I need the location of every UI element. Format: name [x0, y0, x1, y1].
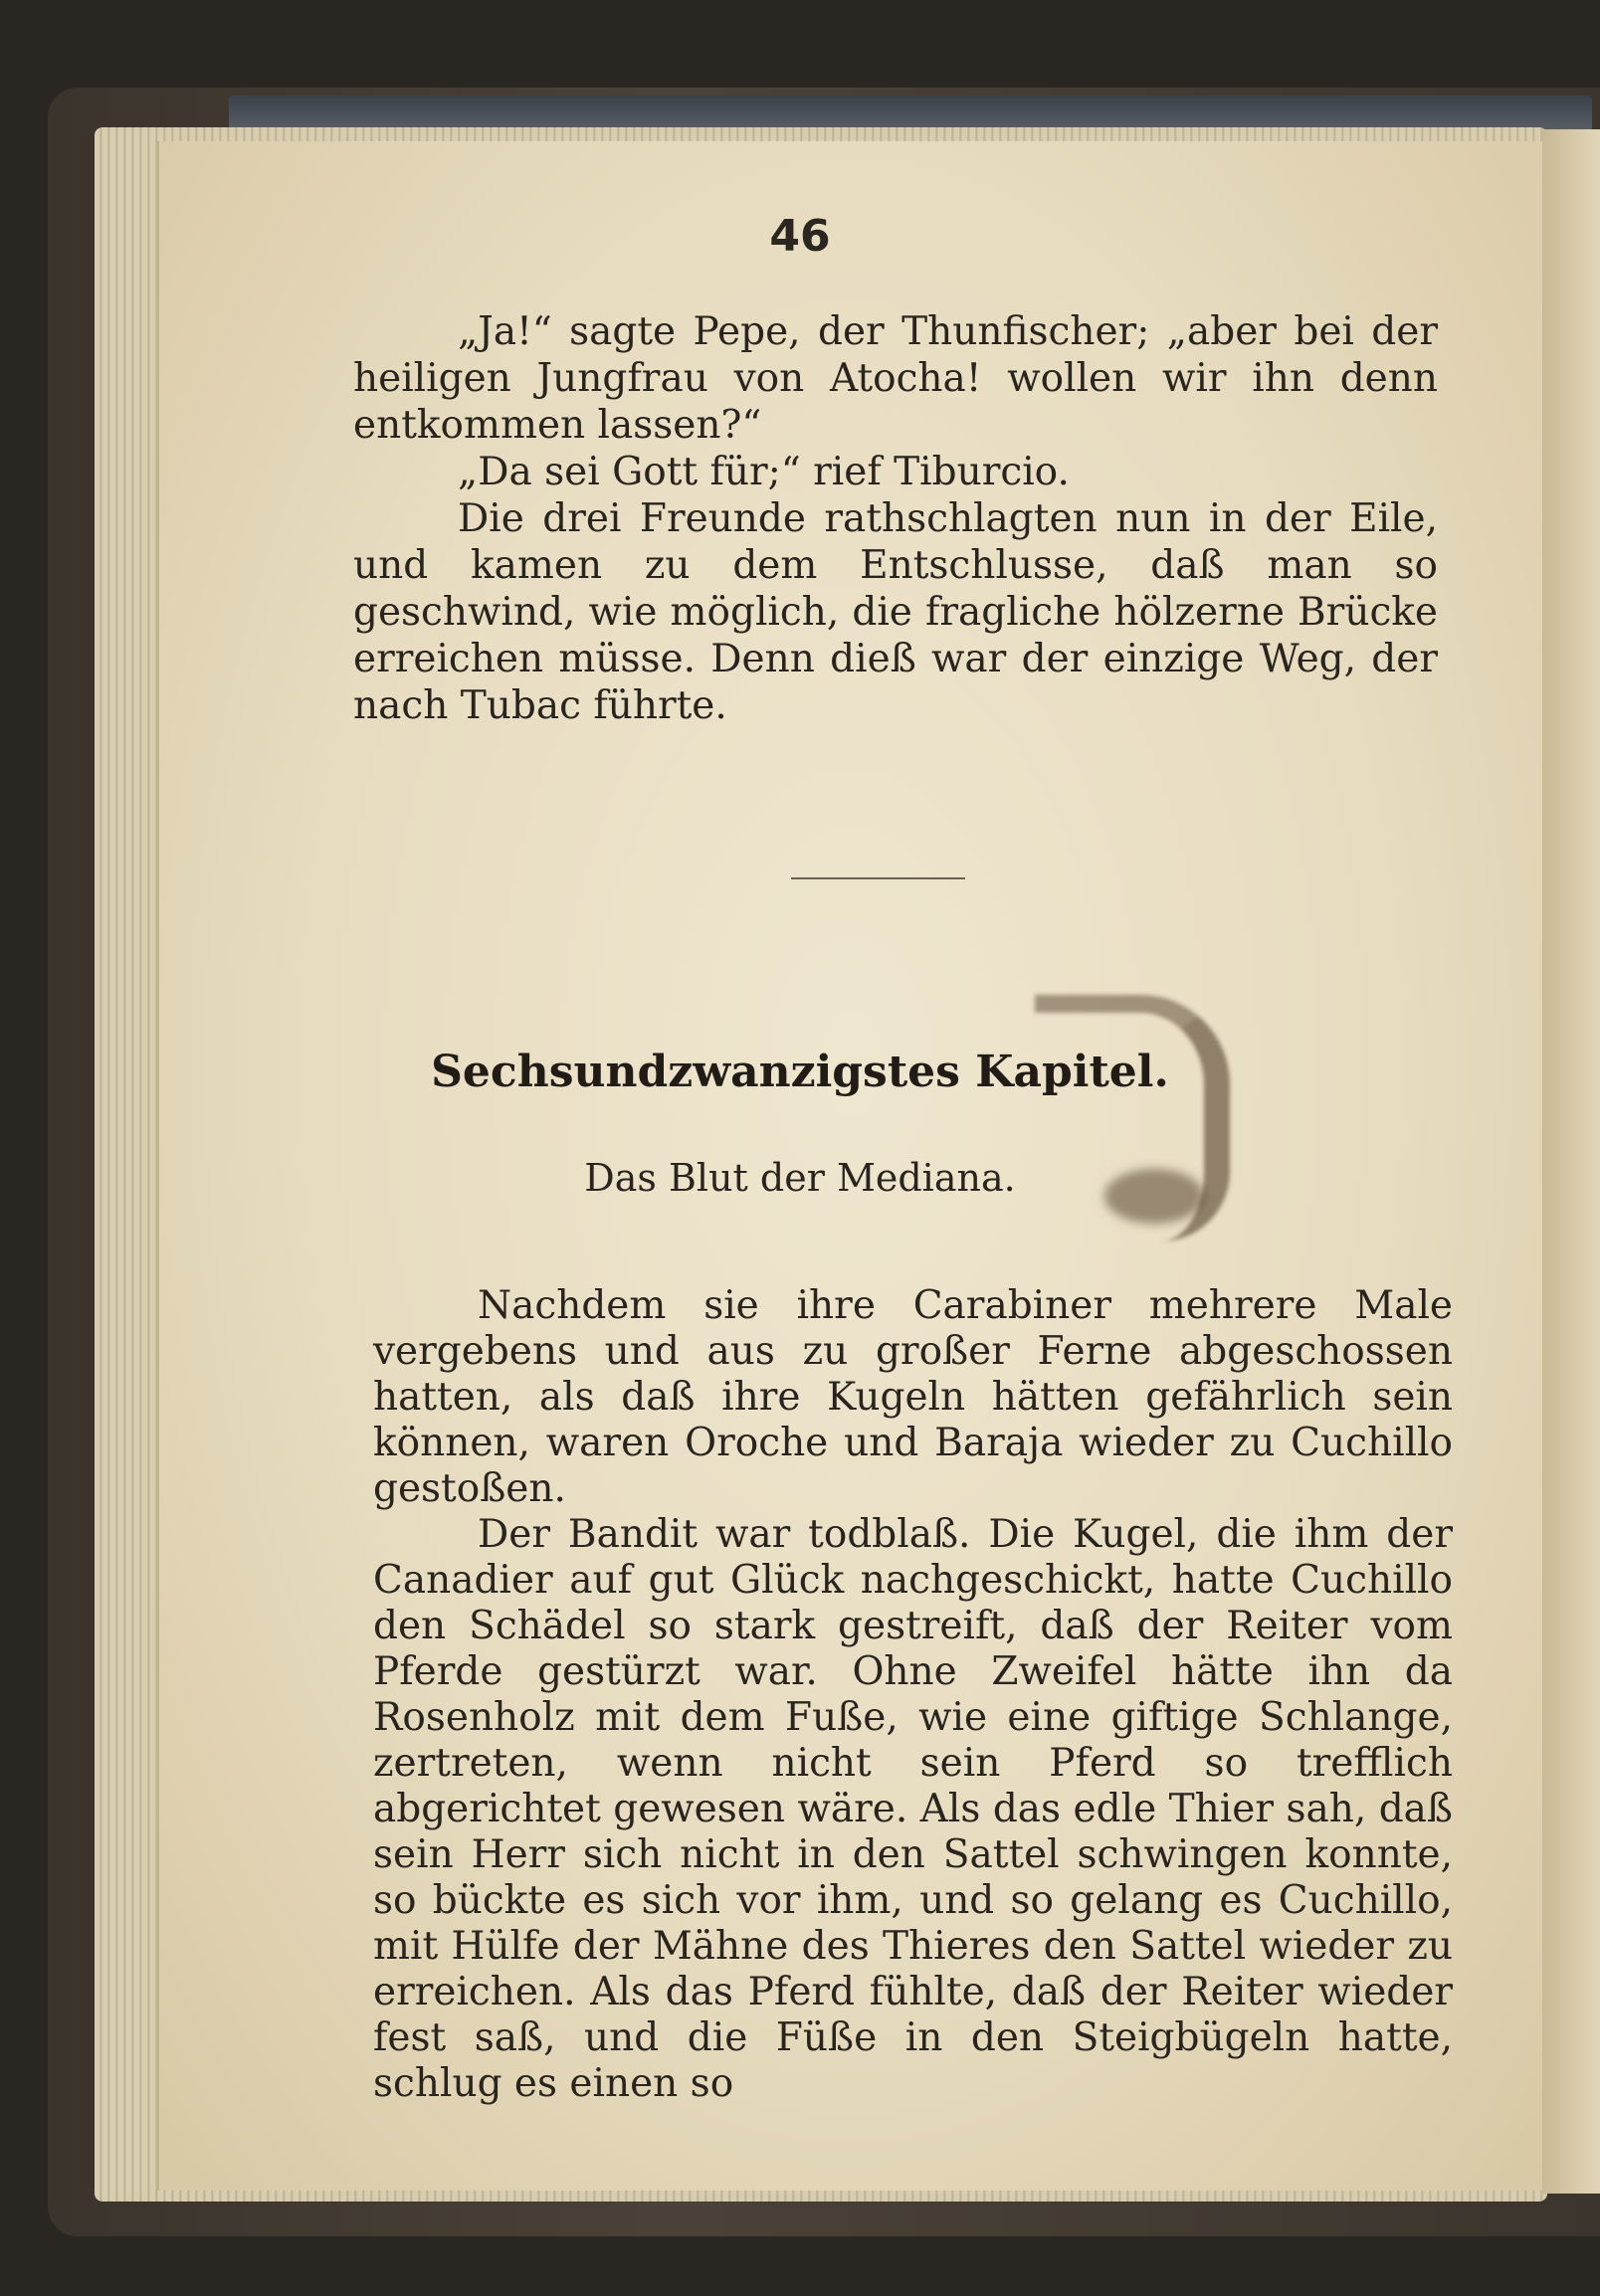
- top-text-block: [353, 308, 1438, 729]
- section-divider: [791, 877, 965, 879]
- page-number: 46: [769, 211, 831, 262]
- bottom-text-block: [373, 1283, 1453, 2107]
- book-spine-top: [229, 96, 1592, 131]
- paragraph: „Ja!“ sagte Pepe, der Thunfischer; „aber bei der heiligen Jungfrau von Atocha! wollen wir ihn denn entkommen lassen?“: [353, 309, 1438, 448]
- paragraph: Nachdem sie ihre Carabiner mehrere Male vergebens und aus zu großer Ferne abgeschossen hatten, als daß ihre Kugeln hätten gefährlich sein können, waren Oroche und Baraja wieder zu Cuchillo gestoßen.: [373, 1283, 1453, 1511]
- chapter-title: Sechsundzwanzigstes Kapitel.: [431, 1047, 1169, 1097]
- chapter-subtitle: Das Blut der Mediana.: [584, 1156, 1016, 1200]
- paragraph: Die drei Freunde rathschlagten nun in der Eile, und kamen zu dem Entschlusse, daß man so geschwind, wie möglich, die fragliche hölzerne Brücke erreichen müsse. Denn dieß war der einzige Weg, der nach Tubac führte.: [353, 496, 1438, 728]
- paragraph: Der Bandit war todblaß. Die Kugel, die ihm der Canadier auf gut Glück nachgeschickt, hatte Cuchillo den Schädel so stark gestreift, daß der Reiter vom Pferde gestürzt war. Ohne Zweifel hätte ihn da Rosenholz mit dem Fuße, wie eine giftige Schlange, zertreten, wenn nicht sein Pferd so trefflich abgerichtet gewesen wäre. Als das edle Thier sah, daß sein Herr sich nicht in den Sattel schwingen konnte, so bückte es sich vor ihm, und so gelang es Cuchillo, mit Hülfe der Mähne des Thieres den Sattel wieder zu erreichen. Als das Pferd fühlte, daß der Reiter wieder fest saß, und die Füße in den Steigbügeln hatte, schlug es einen so: [373, 1512, 1453, 2106]
- paragraph: „Da sei Gott für;“ rief Tiburcio.: [458, 450, 1070, 494]
